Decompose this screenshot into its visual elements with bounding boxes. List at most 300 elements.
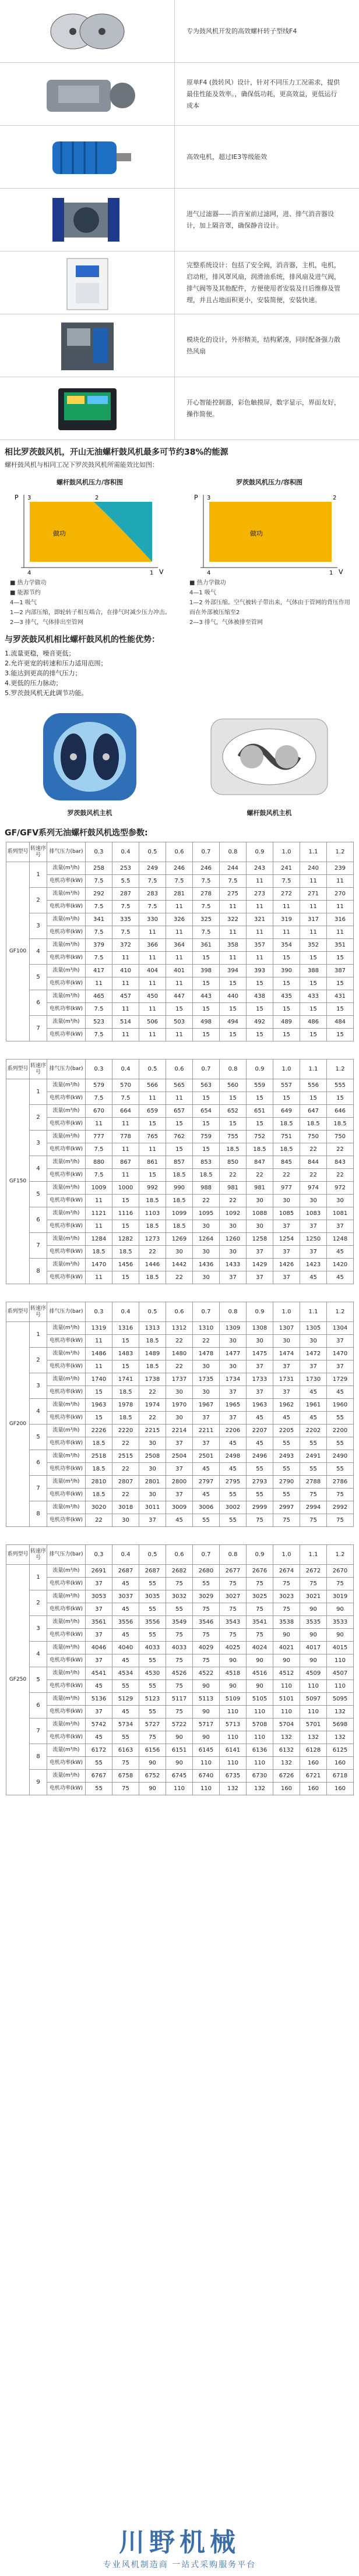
- power-cell: 37: [327, 1220, 354, 1233]
- power-cell: 22: [86, 1514, 112, 1527]
- power-cell: 18.5: [139, 1195, 166, 1207]
- flow-cell: 3535: [300, 1616, 327, 1629]
- flow-cell: 2200: [327, 1425, 354, 1437]
- power-cell: 7.5: [86, 901, 112, 913]
- screw-pump-figure: [186, 707, 353, 817]
- power-cell: 15: [193, 1118, 220, 1131]
- flow-cell: 560: [220, 1079, 247, 1092]
- flow-cell: 654: [193, 1105, 220, 1118]
- pressure-value: 0.5: [139, 842, 166, 862]
- power-cell: 7.5: [112, 901, 139, 913]
- flow-cell: 1483: [112, 1348, 139, 1360]
- flow-label: 流量(m³/h): [47, 1770, 86, 1783]
- flow-cell: 341: [86, 913, 112, 926]
- table-row: [6, 1220, 354, 1233]
- flow-cell: 1470: [86, 1259, 112, 1271]
- flow-cell: 435: [273, 990, 300, 1003]
- table-row: [6, 926, 354, 939]
- power-cell: 37: [166, 1463, 193, 1476]
- power-cell: 15: [247, 977, 273, 990]
- power-cell: 11: [139, 1003, 166, 1016]
- flow-cell: 1731: [273, 1373, 300, 1386]
- flow-cell: 1319: [86, 1322, 112, 1335]
- flow-cell: 857: [166, 1156, 193, 1169]
- flow-cell: 2677: [220, 1565, 247, 1578]
- power-cell: 22: [300, 1169, 327, 1182]
- flow-cell: 317: [300, 913, 327, 926]
- table-row: [6, 1642, 354, 1654]
- advantages-section: [0, 628, 359, 817]
- power-cell: 22: [112, 1463, 139, 1476]
- power-cell: 132: [327, 1706, 354, 1718]
- power-cell: 45: [166, 1514, 193, 1527]
- power-cell: 55: [139, 1654, 166, 1667]
- flow-cell: 6128: [300, 1744, 327, 1757]
- flow-cell: 1085: [273, 1207, 300, 1220]
- table-row: [6, 939, 354, 952]
- table-row: [6, 1360, 354, 1373]
- flow-cell: 4522: [193, 1667, 220, 1680]
- power-cell: 90: [327, 1603, 354, 1616]
- pressure-value: 1.1: [300, 1545, 327, 1565]
- flow-cell: 5722: [166, 1718, 193, 1731]
- power-label: 电机功率(kW): [47, 1603, 86, 1616]
- power-cell: 22: [300, 1143, 327, 1156]
- flow-label: 流量(m³/h): [47, 1642, 86, 1654]
- pressure-value: 0.5: [139, 1545, 166, 1565]
- pressure-value: 1.1: [300, 1060, 327, 1079]
- power-cell: 11: [166, 1092, 193, 1105]
- power-cell: 22: [139, 1246, 166, 1259]
- flow-cell: 1095: [193, 1207, 220, 1220]
- pressure-value: 0.5: [139, 1302, 166, 1322]
- speed-no: 8: [30, 1259, 47, 1284]
- flow-cell: 570: [112, 1079, 139, 1092]
- pressure-header: 排气压力(bar): [47, 1545, 86, 1565]
- power-cell: 90: [300, 1654, 327, 1667]
- flow-cell: 2682: [166, 1565, 193, 1578]
- power-cell: 11: [247, 926, 273, 939]
- power-cell: 15: [193, 1143, 220, 1156]
- power-cell: 18.5: [300, 1118, 327, 1131]
- flow-cell: 2226: [86, 1425, 112, 1437]
- power-cell: 75: [166, 1654, 193, 1667]
- flow-cell: 777: [86, 1131, 112, 1143]
- flow-cell: 1420: [327, 1259, 354, 1271]
- flow-cell: 1974: [139, 1399, 166, 1412]
- flow-cell: 241: [273, 862, 300, 875]
- table-row: [6, 1029, 354, 1041]
- flow-cell: 1308: [247, 1322, 273, 1335]
- flow-cell: 1734: [220, 1373, 247, 1386]
- power-cell: 11: [166, 901, 193, 913]
- advantage-item: 3.能达到更高的排气压力；: [5, 669, 82, 677]
- flow-cell: 2687: [112, 1565, 139, 1578]
- roots-diagram-title: 罗茨鼓风机压力/容积图: [235, 479, 303, 486]
- power-cell: 11: [166, 926, 193, 939]
- pressure-value: 0.3: [86, 1302, 112, 1322]
- power-cell: 7.5: [273, 875, 300, 888]
- flow-cell: 844: [300, 1156, 327, 1169]
- power-cell: 75: [112, 1783, 139, 1795]
- flow-cell: 5698: [327, 1718, 354, 1731]
- power-cell: 18.5: [139, 1220, 166, 1233]
- power-cell: 45: [327, 1271, 354, 1284]
- flow-cell: 6132: [273, 1744, 300, 1757]
- power-cell: 15: [300, 1092, 327, 1105]
- power-cell: 37: [273, 1271, 300, 1284]
- power-cell: 75: [273, 1603, 300, 1616]
- pressure-value: 0.7: [193, 1545, 220, 1565]
- power-cell: 11: [139, 926, 166, 939]
- flow-cell: 6745: [166, 1770, 193, 1783]
- flow-cell: 1121: [86, 1207, 112, 1220]
- control-panel-icon: [0, 377, 175, 440]
- legend-item: 1—2 内部压缩，即轮转子相互啮合，在排气时减少压力冲击。: [10, 610, 171, 616]
- flow-cell: 566: [139, 1079, 166, 1092]
- feature-row: [0, 251, 359, 314]
- power-cell: 22: [139, 1386, 166, 1399]
- flow-cell: 1729: [327, 1373, 354, 1386]
- power-cell: 18.5: [86, 1463, 112, 1476]
- power-cell: 90: [273, 1629, 300, 1642]
- power-cell: 11: [247, 901, 273, 913]
- power-cell: 15: [247, 1118, 273, 1131]
- flow-cell: 239: [327, 862, 354, 875]
- power-cell: 11: [139, 1092, 166, 1105]
- flow-cell: 1963: [247, 1399, 273, 1412]
- power-cell: 37: [86, 1654, 112, 1667]
- flow-cell: 2680: [193, 1565, 220, 1578]
- flow-cell: 977: [273, 1182, 300, 1195]
- speed-no: 5: [30, 965, 47, 990]
- flow-cell: 5727: [139, 1718, 166, 1731]
- table-row: [6, 1003, 354, 1016]
- flow-label: 流量(m³/h): [47, 1718, 86, 1731]
- table-row: [6, 1425, 354, 1437]
- power-cell: 90: [273, 1654, 300, 1667]
- table-row: [6, 913, 354, 926]
- power-cell: 18.5: [273, 1143, 300, 1156]
- flow-cell: 5717: [193, 1718, 220, 1731]
- table-row: [6, 1783, 354, 1795]
- flow-cell: 555: [327, 1079, 354, 1092]
- flow-cell: 1304: [327, 1322, 354, 1335]
- flow-cell: 398: [193, 965, 220, 977]
- flow-cell: 275: [220, 888, 247, 901]
- flow-cell: 3035: [139, 1590, 166, 1603]
- flow-label: 流量(m³/h): [47, 990, 86, 1003]
- flow-cell: 755: [220, 1131, 247, 1143]
- pressure-value: 0.3: [86, 1060, 112, 1079]
- flow-cell: 649: [273, 1105, 300, 1118]
- table-row: [6, 1590, 354, 1603]
- flow-cell: 1310: [193, 1322, 220, 1335]
- power-cell: 11: [86, 1360, 112, 1373]
- flow-label: 流量(m³/h): [47, 1322, 86, 1335]
- param-table-gf250: [6, 1544, 354, 1795]
- flow-cell: 410: [112, 965, 139, 977]
- table-row: [6, 875, 354, 888]
- flow-cell: 326: [166, 913, 193, 926]
- power-cell: 37: [139, 1514, 166, 1527]
- speed-no: 6: [30, 1693, 47, 1718]
- table-row: [6, 1143, 354, 1156]
- flow-cell: 4015: [327, 1642, 354, 1654]
- flow-cell: 494: [220, 1016, 247, 1029]
- flow-cell: 292: [86, 888, 112, 901]
- flow-cell: 394: [220, 965, 247, 977]
- roots-pump-label: 罗茨鼓风机主机: [67, 809, 112, 817]
- flow-cell: 1477: [220, 1348, 247, 1360]
- cooler-icon: [0, 189, 175, 251]
- flow-label: 流量(m³/h): [47, 1131, 86, 1143]
- speed-no: 4: [30, 1156, 47, 1182]
- pressure-value: 1.1: [300, 842, 327, 862]
- power-cell: 75: [273, 1578, 300, 1590]
- flow-cell: 4017: [300, 1642, 327, 1654]
- power-cell: 75: [300, 1489, 327, 1501]
- flow-label: 流量(m³/h): [47, 1744, 86, 1757]
- power-cell: 75: [220, 1578, 247, 1590]
- power-cell: 45: [193, 1463, 220, 1476]
- roots-pv-diagram: [186, 477, 353, 628]
- table-row: [6, 1348, 354, 1360]
- table-header-row: [6, 1302, 354, 1322]
- power-cell: 75: [220, 1603, 247, 1616]
- flow-cell: 3556: [139, 1616, 166, 1629]
- power-cell: 15: [220, 1003, 247, 1016]
- power-cell: 55: [247, 1489, 273, 1501]
- flow-cell: 752: [247, 1131, 273, 1143]
- table-header-row: [6, 1545, 354, 1565]
- table-row: [6, 1195, 354, 1207]
- speed-no: 1: [30, 862, 47, 888]
- flow-cell: 778: [112, 1131, 139, 1143]
- speed-no: 5: [30, 1182, 47, 1207]
- flow-cell: 2797: [193, 1476, 220, 1489]
- table-row: [6, 1744, 354, 1757]
- flow-cell: 465: [86, 990, 112, 1003]
- power-cell: 11: [139, 952, 166, 965]
- power-label: 电机功率(kW): [47, 901, 86, 913]
- flow-cell: 6767: [86, 1770, 112, 1783]
- flow-cell: 850: [220, 1156, 247, 1169]
- power-cell: 132: [327, 1731, 354, 1744]
- power-cell: 15: [247, 1003, 273, 1016]
- flow-cell: 1316: [112, 1322, 139, 1335]
- power-cell: 90: [193, 1680, 220, 1693]
- power-cell: 160: [300, 1783, 327, 1795]
- flow-cell: 253: [112, 862, 139, 875]
- flow-cell: 3002: [220, 1501, 247, 1514]
- flow-cell: 489: [273, 1016, 300, 1029]
- power-cell: 37: [86, 1578, 112, 1590]
- flow-cell: 750: [327, 1131, 354, 1143]
- power-cell: 75: [166, 1629, 193, 1642]
- power-cell: 55: [247, 1463, 273, 1476]
- flow-cell: 5095: [327, 1693, 354, 1706]
- power-cell: 110: [327, 1680, 354, 1693]
- flow-cell: 1480: [166, 1348, 193, 1360]
- power-cell: 15: [327, 1029, 354, 1041]
- power-cell: 30: [193, 1271, 220, 1284]
- power-cell: 90: [193, 1706, 220, 1718]
- power-cell: 15: [86, 1412, 112, 1425]
- flow-cell: 330: [139, 913, 166, 926]
- power-cell: 30: [247, 1220, 273, 1233]
- power-cell: 18.5: [139, 1360, 166, 1373]
- table-row: [6, 1437, 354, 1450]
- legend-item: 1—2 外部压缩。空气被转子带出来，气体由于管网的背压作用而在外部被压缩至2: [189, 600, 350, 616]
- power-cell: 30: [273, 1335, 300, 1348]
- power-cell: 22: [273, 1169, 300, 1182]
- flow-cell: 3018: [112, 1501, 139, 1514]
- flow-cell: 6758: [112, 1770, 139, 1783]
- table-row: [6, 952, 354, 965]
- power-cell: 90: [247, 1680, 273, 1693]
- flow-cell: 1083: [300, 1207, 327, 1220]
- power-cell: 7.5: [112, 1092, 139, 1105]
- power-cell: 30: [166, 1386, 193, 1399]
- flow-cell: 3021: [300, 1590, 327, 1603]
- compare-title: 相比罗茨鼓风机，开山无油螺杆鼓风机最多可节约38%的能源: [5, 448, 228, 457]
- flow-cell: 762: [166, 1131, 193, 1143]
- speed-no: 2: [30, 1590, 47, 1616]
- power-cell: 15: [112, 1195, 139, 1207]
- power-cell: 37: [220, 1386, 247, 1399]
- flow-cell: 2674: [273, 1565, 300, 1578]
- param-table-gf200: [6, 1302, 354, 1527]
- flow-cell: 5113: [193, 1693, 220, 1706]
- feature-row: [0, 63, 359, 126]
- flow-cell: 361: [193, 939, 220, 952]
- flow-cell: 3533: [327, 1616, 354, 1629]
- power-label: 电机功率(kW): [47, 1143, 86, 1156]
- flow-cell: 981: [220, 1182, 247, 1195]
- flow-cell: 1426: [273, 1259, 300, 1271]
- flow-cell: 457: [112, 990, 139, 1003]
- advantages-title: 与罗茨鼓风机相比螺杆鼓风机的性能优势：: [5, 635, 160, 644]
- flow-cell: 243: [247, 862, 273, 875]
- table-header-row: [6, 842, 354, 862]
- power-cell: 55: [193, 1514, 220, 1527]
- power-cell: 11: [86, 1195, 112, 1207]
- flow-cell: 1737: [166, 1373, 193, 1386]
- flow-cell: 988: [193, 1182, 220, 1195]
- power-cell: 75: [247, 1514, 273, 1527]
- advantage-item: 5.罗茨鼓风机无此调节功能。: [5, 689, 88, 697]
- speed-no: 4: [30, 1642, 47, 1667]
- power-label: 电机功率(kW): [47, 1731, 86, 1744]
- flow-cell: 556: [300, 1079, 327, 1092]
- power-cell: 110: [273, 1680, 300, 1693]
- power-cell: 55: [327, 1437, 354, 1450]
- power-cell: 18.5: [112, 1246, 139, 1259]
- flow-cell: 1472: [300, 1348, 327, 1360]
- flow-cell: 657: [166, 1105, 193, 1118]
- flow-cell: 1735: [193, 1373, 220, 1386]
- power-cell: 75: [193, 1629, 220, 1642]
- flow-cell: 847: [247, 1156, 273, 1169]
- flow-cell: 2501: [193, 1450, 220, 1463]
- power-cell: 11: [300, 875, 327, 888]
- power-cell: 90: [327, 1629, 354, 1642]
- power-label: 电机功率(kW): [47, 1437, 86, 1450]
- power-cell: 160: [300, 1757, 327, 1770]
- power-cell: 15: [112, 1220, 139, 1233]
- flow-cell: 972: [327, 1182, 354, 1195]
- power-cell: 15: [273, 1029, 300, 1041]
- speed-header: 转速序号: [30, 842, 47, 862]
- flow-cell: 579: [86, 1079, 112, 1092]
- pressure-value: 1.0: [273, 1060, 300, 1079]
- power-cell: 37: [273, 1246, 300, 1259]
- flow-cell: 352: [300, 939, 327, 952]
- speed-no: 1: [30, 1322, 47, 1348]
- flow-cell: 646: [327, 1105, 354, 1118]
- flow-cell: 4029: [193, 1642, 220, 1654]
- flow-cell: 1429: [247, 1259, 273, 1271]
- flow-cell: 388: [300, 965, 327, 977]
- flow-cell: 1092: [220, 1207, 247, 1220]
- flow-cell: 6718: [327, 1770, 354, 1783]
- table-row: [6, 1718, 354, 1731]
- feature-row: [0, 0, 359, 63]
- power-cell: 11: [300, 901, 327, 913]
- table-row: [6, 1489, 354, 1501]
- power-cell: 11: [112, 977, 139, 990]
- pressure-value: 1.2: [327, 1302, 354, 1322]
- flow-cell: 1740: [86, 1373, 112, 1386]
- flow-cell: 6141: [220, 1744, 247, 1757]
- flow-cell: 249: [139, 862, 166, 875]
- flow-cell: 5123: [139, 1693, 166, 1706]
- flow-cell: 5701: [300, 1718, 327, 1731]
- flow-cell: 2788: [300, 1476, 327, 1489]
- feature-text: 原单F4 (鼓转风）设计，针对不同压力工况需求，提供最佳性能及效率。，确保低功耗，更高效益，更低运行成本: [186, 78, 340, 109]
- flow-cell: 287: [112, 888, 139, 901]
- flow-cell: 2214: [166, 1425, 193, 1437]
- flow-cell: 417: [86, 965, 112, 977]
- compact-machine-icon: [0, 314, 175, 377]
- flow-cell: 401: [166, 965, 193, 977]
- power-cell: 18.5: [166, 1195, 193, 1207]
- flow-cell: 853: [193, 1156, 220, 1169]
- feature-text: 完整系统设计：包括了安全阀，消音器，主机，电机，启动柜，排风罩风扇，润滑油系统，排风扇及进气阀，排气阀等及其他配件，方便使用者安装及日后维修及管理，并且占地面积更小，安装简便，安装快速。: [186, 261, 340, 304]
- flow-label: 流量(m³/h): [47, 1105, 86, 1118]
- pressure-value: 0.9: [247, 1060, 273, 1079]
- flow-cell: 992: [139, 1182, 166, 1195]
- table-row: [6, 1092, 354, 1105]
- power-cell: 30: [193, 1386, 220, 1399]
- flow-cell: 443: [193, 990, 220, 1003]
- flow-cell: 492: [247, 1016, 273, 1029]
- power-label: 电机功率(kW): [47, 1003, 86, 1016]
- power-cell: 15: [247, 1029, 273, 1041]
- power-cell: 90: [220, 1680, 247, 1693]
- screw-pv-chart: [6, 489, 173, 576]
- power-cell: 37: [273, 1360, 300, 1373]
- speed-no: 7: [30, 1016, 47, 1041]
- flow-cell: 2206: [220, 1425, 247, 1437]
- flow-cell: 450: [139, 990, 166, 1003]
- power-cell: 7.5: [86, 875, 112, 888]
- flow-cell: 316: [327, 913, 354, 926]
- pressure-value: 1.0: [273, 1545, 300, 1565]
- pt-1: 1: [329, 570, 333, 576]
- flow-cell: 2810: [86, 1476, 112, 1489]
